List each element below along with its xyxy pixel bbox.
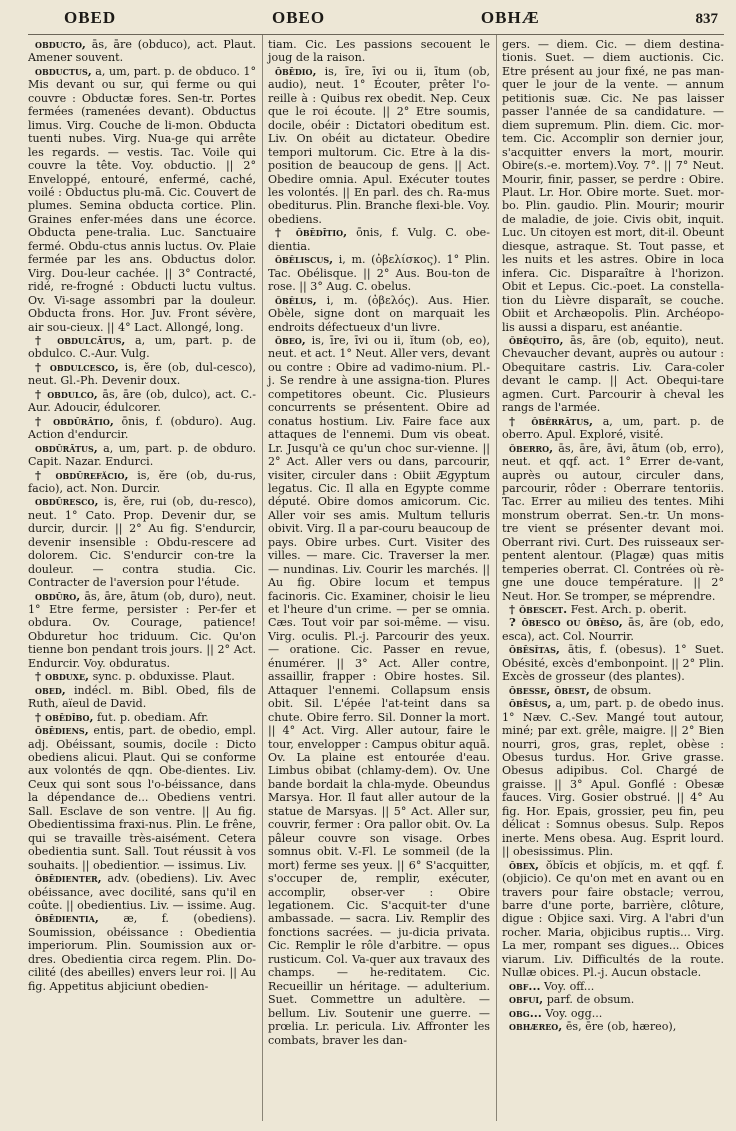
dictionary-entry xyxy=(502,697,724,858)
entry-definition: Fest. Arch. p. oberit. xyxy=(567,603,687,617)
entry-definition: ōnis, f. Vulg. C. obe-dientia. xyxy=(268,226,490,253)
dictionary-entry xyxy=(268,294,490,334)
entry-definition: is, īre, īvi ou ii, ītum (ob, audio), neut. 1° Écouter, prêter l'o-reille à : Quibus rex obedit. Nep. Ceux que le roi écoute. || 2° Etre soumis, docile, obéir : Dictatori obeditum est. Liv. On obéit au dictateur. Obedire tempori multorum. Cic. Etre à la dis-position de beaucoup de gens. || Act. Obedire omnia. Apul. Exécuter toutes les volontés. || En parl. des ch. Ra-mus obediturus. Plin. Branche flexi-ble. Voy. obediens. xyxy=(268,64,490,226)
entry-definition: sync. p. obduxisse. Plaut. xyxy=(89,670,235,684)
dictionary-entry xyxy=(502,993,724,1006)
dictionary-entry xyxy=(502,334,724,415)
entry-definition: ās, āre, āvi, ātum (ob, erro), neut. et qqf. act. 1° Errer de-vant, auprès ou autour, circuler dans, parcourir, rôder : Oberrare tentoriis. Tac. Errer au milieu des tentes. Mihi monstrum oberrat. Sen.-tr. Un mons-tre vient se présenter devant moi. Oberrant rivi. Curt. Des ruisseaux ser-pentent alentour. (Plagæ) quas mitis temperies oberrat. Cl. Contrées où rè-gne une douce température. || 2° Neut. Hor. Se tromper, se méprendre. xyxy=(502,441,724,603)
dictionary-entry xyxy=(28,469,256,496)
entry-headword: † obdūrātio, xyxy=(35,413,114,428)
entry-headword: ōbesse, ōbest, xyxy=(509,682,590,697)
header-left-guideword: OBED xyxy=(64,8,117,27)
entry-headword: ŏbĕliscus, xyxy=(275,252,334,267)
dictionary-entry xyxy=(28,388,256,415)
dictionary-entry xyxy=(28,912,256,993)
entry-definition: ātis, f. (obesus). 1° Suet. Obésité, excès d'embonpoint. || 2° Plin. Excès de grosseur (des plantes). xyxy=(502,643,724,684)
entry-definition: Voy. ogg... xyxy=(541,1006,603,1020)
dictionary-entry xyxy=(28,711,256,724)
entry-headword: † obdulcātus, xyxy=(35,332,126,347)
entry-headword: obducto, xyxy=(35,37,86,51)
header-center-guideword: OBEO xyxy=(271,8,326,27)
entry-headword: ōbēdiens, xyxy=(35,723,89,738)
entry-headword: obdūresco, xyxy=(35,494,99,509)
entry-definition: æ, f. (obediens). Soumission, obéissance : Obedientia imperiorum. Plin. Soumission aux or-dres. Obedientia circa regem. Plin. Do-cilité (des abeilles) envers leur roi. || Au fig. Appetitus abjiciunt obedien- xyxy=(28,912,256,993)
column-middle xyxy=(262,35,490,1121)
entry-headword: obed, xyxy=(35,682,66,697)
entry-definition: indécl. m. Bibl. Obed, fils de Ruth, aïeul de David. xyxy=(28,683,256,711)
dictionary-entry xyxy=(502,415,724,442)
entry-headword: ōbēdientia, xyxy=(35,911,99,926)
dictionary-entry xyxy=(502,859,724,980)
dictionary-entry xyxy=(28,684,256,711)
entry-definition: gers. — diem. Cic. — diem destina-tionis. Suet. — diem auctionis. Cic. Etre présent au jour fixé, ne pas man-quer le jour de la vente. — annum petitionis suæ. Cic. Ne pas laisser passer l'année de sa candidature. — diem supremum. Plin. diem. Cic. mor-tem. Cic. Accomplir son dernier jour, s'acquitter envers la mort, mourir. Obire(s.-e. mortem).Voy. 7°. || 7° Neut. Mourir, finir, passer, se perdre : Obire. Plaut. Lr. Hor. Obire morte. Suet. mor-bo. Plin. gaudio. Plin. Mourir; mourir de maladie, de joie. Civis obit, inquit. Luc. Un citoyen est mort, dit-il. Obeunt diesque, astraque. St. Tout passe, et les nuits et les astres. Obire in loca infera. Cic. Disparaître à l'horizon. Obit et Lepus. Cic.-poet. La constella-tion du Lièvre disparaît, se couche. Obiit et Archæopolis. Plin. Archéopo-lis aussi a disparu, est anéantie. xyxy=(502,38,724,334)
dictionary-entry xyxy=(502,1007,724,1020)
entry-definition: a, um, part. p. de obduro. Capit. Nazar. Endurci. xyxy=(28,441,256,469)
entry-headword: obf... xyxy=(509,978,541,993)
text-columns xyxy=(28,35,724,1121)
dictionary-entry xyxy=(28,495,256,589)
entry-headword: † obdulcesco, xyxy=(35,359,119,374)
entry-headword: ŏbeo, xyxy=(275,332,306,347)
dictionary-entry xyxy=(268,226,490,253)
dictionary-entry xyxy=(268,334,490,1047)
header-right-guideword: OBHÆ xyxy=(480,8,540,27)
entry-headword: ōbēsus, xyxy=(509,696,552,711)
entry-headword: ōbēdienter, xyxy=(35,871,102,886)
entry-definition: a, um, part. p. de oberro. Apul. Exploré, visité. xyxy=(502,414,724,442)
entry-headword: obg... xyxy=(509,1005,542,1020)
entry-definition: is, ĕre, rui (ob, du-resco), neut. 1° Cato. Prop. Devenir dur, se durcir, durcir. || 2° Au fig. S'endurcir, devenir insensible : Obdu-rescere ad dolorem. Cic. S'endurcir con-tre la douleur. — contra studia. Cic. Contracter de l'aversion pour l'étude. xyxy=(28,495,256,590)
entry-headword: † ōbēdītio, xyxy=(275,225,348,240)
dictionary-entry xyxy=(502,1020,724,1033)
entry-headword: ōbēdio, xyxy=(275,63,317,78)
entry-definition: ās, āre, ātum (ob, duro), neut. 1° Etre ferme, persister : Per-fer et obdura. Ov. Courage, patience! Obduretur hoc triduum. Cic. Qu'on tienne bon pendant trois jours. || 2° Act. Endurcir. Voy. obduratus. xyxy=(28,589,256,670)
entry-definition: parf. de obsum. xyxy=(543,993,635,1007)
entry-definition: is, īre, īvi ou ii, ĭtum (ob, eo), neut. et act. 1° Neut. Aller vers, devant ou contre : Obire ad vadimo-nium. Pl.-j. Se rendre à une assigna-tion. Plures competitores obeunt. Cic. Plusieurs concurrents se présentent. Obire ad conatus hostium. Liv. Faire face aux attaques de l'ennemi. Dum vis obeat. Lr. Jusqu'à ce qu'un choc sur-vienne. || 2° Act. Aller vers ou dans, parcourir, visiter, circuler dans : Obiit Ægyptum legatus. Cic. Il alla en Egypte comme député. Obire domos amicorum. Cic. Aller voir ses amis. Multum telluris obivit. Virg. Il a par-couru beaucoup de pays. Obire urbes. Curt. Visiter des villes. — mare. Cic. Traverser la mer. — nundinas. Liv. Courir les marchés. || Au fig. Obire locum et tempus facinoris. Cic. Examiner, choisir le lieu et l'heure d'un crime. — per se omnia. Cæs. Tout voir par soi-même. — visu. Virg. oculis. Pl.-j. Parcourir des yeux. — oratione. Cic. Passer en revue, énumérer. || 3° Act. Aller contre, assaillir, frapper : Obire hostes. Sil. Attaquer l'ennemi. Collapsum ensis obit. Sil. L'épée l'at-teint dans sa chute. Obire ferro. Sil. Donner la mort. || 4° Act. Virg. Aller autour, faire le tour, envelopper : Campus obitur aquā. Ov. La plaine est entourée d'eau. Limbus obibat (chlamy-dem). Ov. Une bande bordait la chla-myde. Obeundus Marsya. Hor. Il faut aller autour de la statue de Marsyas. || 5° Act. Aller sur, couvrir, fermer : Ora pallor obit. Ov. La pâleur couvre son visage. Orbes somnus obit. V.-Fl. Le sommeil (de la mort) ferme ses yeux. || 6° S'acquitter, s'occuper de, remplir, exécuter, accomplir, obser-ver : Obire legationem. Cic. S'acquit-ter d'une ambassade. — sacra. Liv. Remplir des fonctions sacrées. — ju-dicia privata. Cic. Remplir le rôle d'arbitre. — opus rusticum. Col. Va-quer aux travaux des champs. — he-reditatem. Cic. Recueillir un héritage. — adulterium. Suet. Commettre un adultère. — bellum. Liv. Soutenir une guerre. — prœlia. Lr. pericula. Liv. Affronter les combats, braver les dan- xyxy=(268,333,490,1047)
running-header xyxy=(28,8,724,35)
entry-headword: ŏbĕquĭto, xyxy=(509,332,564,347)
entry-definition: ās, āre (obduco), act. Plaut. Amener souvent. xyxy=(28,38,256,65)
dictionary-entry xyxy=(28,65,256,334)
entry-definition: ōnis, f. (obduro). Aug. Action d'endurcir. xyxy=(28,414,256,442)
entry-definition: is, ĕre (ob, dul-cesco), neut. Gl.-Ph. Devenir doux. xyxy=(28,360,256,388)
entry-definition: ŏbĭcis et objĭcis, m. et qqf. f. (objicio). Ce qu'on met en avant ou en travers pour faire obstacle; verrou, barre d'une porte, barrière, clôture, digue : Objice saxi. Virg. A l'abri d'un rocher. Maria, objicibus ruptis... Virg. La mer, rompant ses digues... Obices viarum. Liv. Difficultés de la route. Nullæ obices. Pl.-j. Aucun obstacle. xyxy=(502,858,724,980)
entry-headword: † obdulco, xyxy=(35,386,98,401)
dictionary-entry xyxy=(502,442,724,603)
entry-definition: ās, āre (ob, dulco), act. C.-Aur. Adoucir, édulcorer. xyxy=(28,387,256,415)
dictionary-entry xyxy=(502,980,724,993)
dictionary-entry xyxy=(28,590,256,671)
dictionary-entry xyxy=(268,65,490,226)
dictionary-entry xyxy=(502,684,724,697)
dictionary-entry xyxy=(268,38,490,65)
dictionary-entry xyxy=(502,643,724,683)
entry-definition: fut. p. obediam. Afr. xyxy=(93,710,209,724)
dictionary-entry xyxy=(28,442,256,469)
entry-definition: tiam. Cic. Les passions secouent le joug de la raison. xyxy=(268,38,490,65)
dictionary-entry xyxy=(28,361,256,388)
page-number: 837 xyxy=(695,11,718,27)
entry-definition: a, um, part. p. de obedo inus. 1° Næv. C.-Sev. Mangé tout autour, miné; par ext. grêle, maigre. || 2° Bien nourri, gros, gras, replet, obèse : Obesus turdus. Hor. Grive grasse. Obesus adipibus. Col. Chargé de graisse. || 3° Apul. Gonflé : Obesæ fauces. Virg. Gosier obstrué. || 4° Au fig. Hor. Epais, grossier, peu fin, peu délicat : Somnus obesus. Sulp. Repos inerte. Mens obesa. Aug. Esprit lourd. || obesissimus. Plin. xyxy=(502,697,724,859)
dictionary-entry xyxy=(28,670,256,683)
entry-definition: is, ĕre (ob, du-rus, facio), act. Non. Durcir. xyxy=(28,468,256,495)
entry-headword: ŏbĕlus, xyxy=(275,292,317,307)
entry-headword: obdūro, xyxy=(35,588,81,603)
dictionary-entry xyxy=(502,603,724,616)
entry-headword: obfui, xyxy=(509,992,544,1007)
column-left xyxy=(28,35,256,1121)
entry-headword: ? ōbesco ou ōbēso, xyxy=(509,615,623,630)
entry-definition: entis, part. de obedio, empl. adj. Obéissant, soumis, docile : Dicto obediens alicui. Plaut. Qui se conforme aux volontés de qqn. Obe-dientes. Liv. Ceux qui sont sous l'o-béissance, dans la dépendance de... Obediens ventri. Sall. Esclave de son ventre. || Au fig. Obedientissima fraxi-nus. Plin. Le frêne, qui se travaille très-aisément. Cetera obedientia sunt. Sall. Tout réussit à vos souhaits. || obedientior. — issimus. Liv. xyxy=(28,724,256,872)
entry-definition: i, m. (ὀβελίσκος). 1° Plin. Tac. Obélisque. || 2° Aus. Bou-ton de rose. || 3° Aug. C. obelus. xyxy=(268,253,490,294)
column-right xyxy=(496,35,724,1121)
entry-headword: † obēdībo, xyxy=(35,709,94,724)
dictionary-entry xyxy=(268,253,490,293)
entry-headword: obhæreo, xyxy=(509,1019,563,1034)
entry-definition: a, um, part. p. de obdulco. C.-Aur. Vulg. xyxy=(28,333,256,361)
dictionary-entry xyxy=(28,724,256,872)
dictionary-entry xyxy=(28,38,256,65)
dictionary-entry xyxy=(28,334,256,361)
entry-definition: Voy. off... xyxy=(540,979,595,993)
entry-definition: a, um, part. p. de obduco. 1° Mis devant ou sur, qui ferme ou qui couvre : Obductæ fores. Sen-tr. Portes fermées (ramenées devant). Obductus limus. Virg. Couche de li-mon. Obducta tuenti nubes. Virg. Nua-ge qui arrête les regards. — vestis. Tac. Voile qui couvre la tête. Voy. obductio. || 2° Enveloppé, entouré, enfermé, caché, voilé : Obductus plu-mā. Cic. Couvert de plumes. Semina obducta cortice. Plin. Graines enfer-mées dans une écorce. Obducta pene-tralia. Luc. Sanctuaire fermé. Obdu-ctus annis luctus. Ov. Plaie fermée par les ans. Obductus dolor. Virg. Dou-leur cachée. || 3° Contracté, ridé, re-frogné : Obducti luctu vultus. Ov. Vi-sage assombri par la douleur. Obducta frons. Hor. Juv. Front sévère, air sou-cieux. || 4° Lact. Allongé, long. xyxy=(28,64,256,334)
dictionary-entry xyxy=(502,616,724,643)
entry-definition: adv. (obediens). Liv. Avec obéissance, avec docilité, sans qu'il en coûte. || obedientius. Liv. — issime. Aug. xyxy=(28,872,256,912)
entry-definition: de obsum. xyxy=(589,683,652,697)
entry-headword: † ŏbĕrrātus, xyxy=(509,413,594,428)
entry-headword: † obdūrefăcio, xyxy=(35,467,129,482)
entry-headword: † obduxe, xyxy=(35,669,90,684)
entry-headword: obductus, xyxy=(35,63,92,78)
entry-definition: ās, āre (ob, equito), neut. Chevaucher devant, auprès ou autour : Obequitare castris. Liv. Cara-coler devant le camp. || Act. Obequi-tare agmen. Curt. Parcourir à cheval les rangs de l'armée. xyxy=(502,333,724,415)
entry-definition: ās, āre (ob, edo, esca), act. Col. Nourrir. xyxy=(502,616,724,643)
entry-headword: ōbēsĭtas, xyxy=(509,642,560,657)
entry-headword: † ŏbescet. xyxy=(509,602,568,617)
dictionary-entry xyxy=(28,415,256,442)
entry-definition: ēs, ēre (ob, hæreo), xyxy=(562,1020,677,1034)
entry-headword: obdūrātus, xyxy=(35,440,98,455)
dictionary-entry xyxy=(502,38,724,334)
entry-headword: ōbex, xyxy=(509,857,540,872)
dictionary-entry xyxy=(28,872,256,912)
entry-definition: i, m. (ὀβελός). Aus. Hier. Obèle, signe dont on marquait les endroits défectueux d'un livre. xyxy=(268,293,490,334)
entry-headword: ŏberro, xyxy=(509,440,554,455)
